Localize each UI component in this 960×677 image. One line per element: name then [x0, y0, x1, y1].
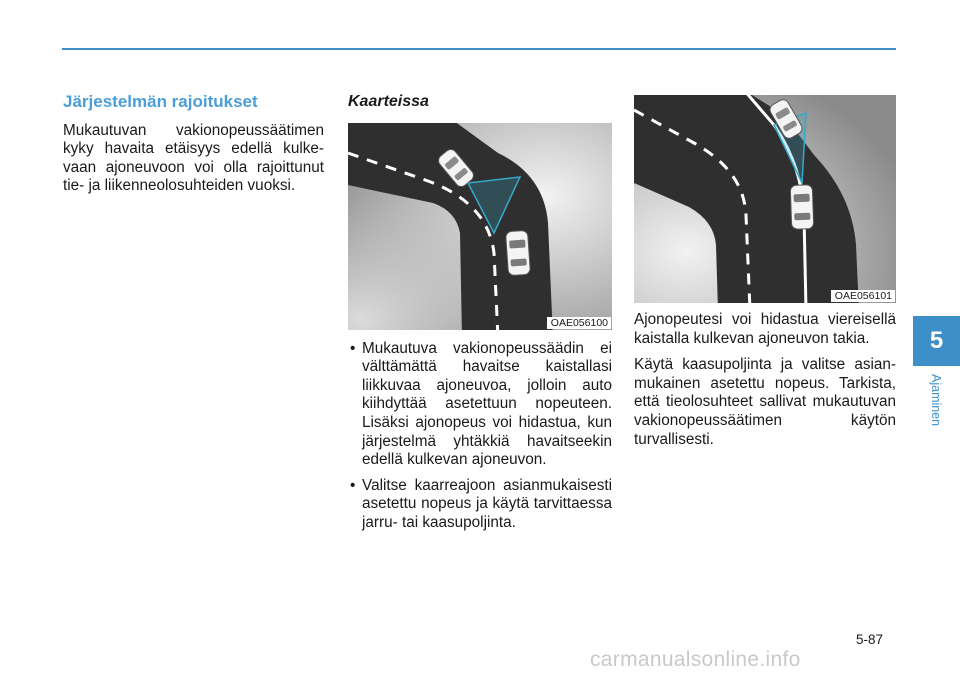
column-curves [348, 93, 612, 540]
own-car [505, 230, 530, 275]
adjacent-paragraph-1: Ajonopeutesi voi hidastua viereisellä kaistalla kulkevan ajoneuvon takia. [634, 311, 896, 347]
adjacent-lane-illustration [634, 95, 896, 303]
bullet-icon: • [350, 339, 356, 357]
bullet-item [348, 477, 612, 533]
bullet-text: Valitse kaarreajoon asianmukaisesti asetettu nopeus ja käytä tarvittaessa jarru- tai kaasupoljinta. [362, 476, 612, 531]
bullet-item [348, 340, 612, 470]
adjacent-lane-svg [634, 95, 896, 303]
chapter-tab: 5 [913, 316, 960, 366]
bullet-text: Mukautuva vakionopeussäädin ei välttämättä havaitse kaistallasi liikkuvaa ajoneuvoa, jolloin auto kiihdyttää asetettuun nopeuteen. Lisäksi ajonopeus voi hidastua, kun järjestelmä yhtäkkiä havaitseekin edellä kulkevan ajoneuvon. [362, 339, 612, 469]
section-heading: Järjestelmän rajoitukset [63, 92, 258, 111]
curves-bullet-list [348, 340, 612, 533]
curve-road-illustration [348, 123, 612, 330]
column-limitations [63, 93, 324, 196]
page-number: 5-87 [856, 632, 884, 647]
intro-paragraph: Mukautuvan vakionopeussäätimen kyky havaita etäisyys edellä kulkevaan ajoneuvoon voi olla rajoittunut tie- ja liikenneolosuhteiden vuoksi. [63, 121, 324, 195]
curve-road-svg [348, 123, 612, 330]
chapter-name: Ajaminen [929, 373, 943, 427]
bullet-icon: • [350, 476, 356, 494]
adjacent-paragraph-2: Käytä kaasupoljinta ja valitse asianmukainen asetettu nopeus. Tarkista, että tieolosuhteet sallivat mukautuvan vakionopeussäätimen käytön turvallisesti. [634, 356, 896, 448]
figure-code: OAE056100 [547, 317, 611, 329]
watermark: carmanualsonline.info [590, 648, 801, 671]
own-car [790, 185, 814, 230]
curves-heading: Kaarteissa [348, 93, 429, 110]
top-rule [62, 48, 896, 50]
column-adjacent-lane [634, 95, 896, 449]
figure-code: OAE056101 [831, 290, 895, 302]
